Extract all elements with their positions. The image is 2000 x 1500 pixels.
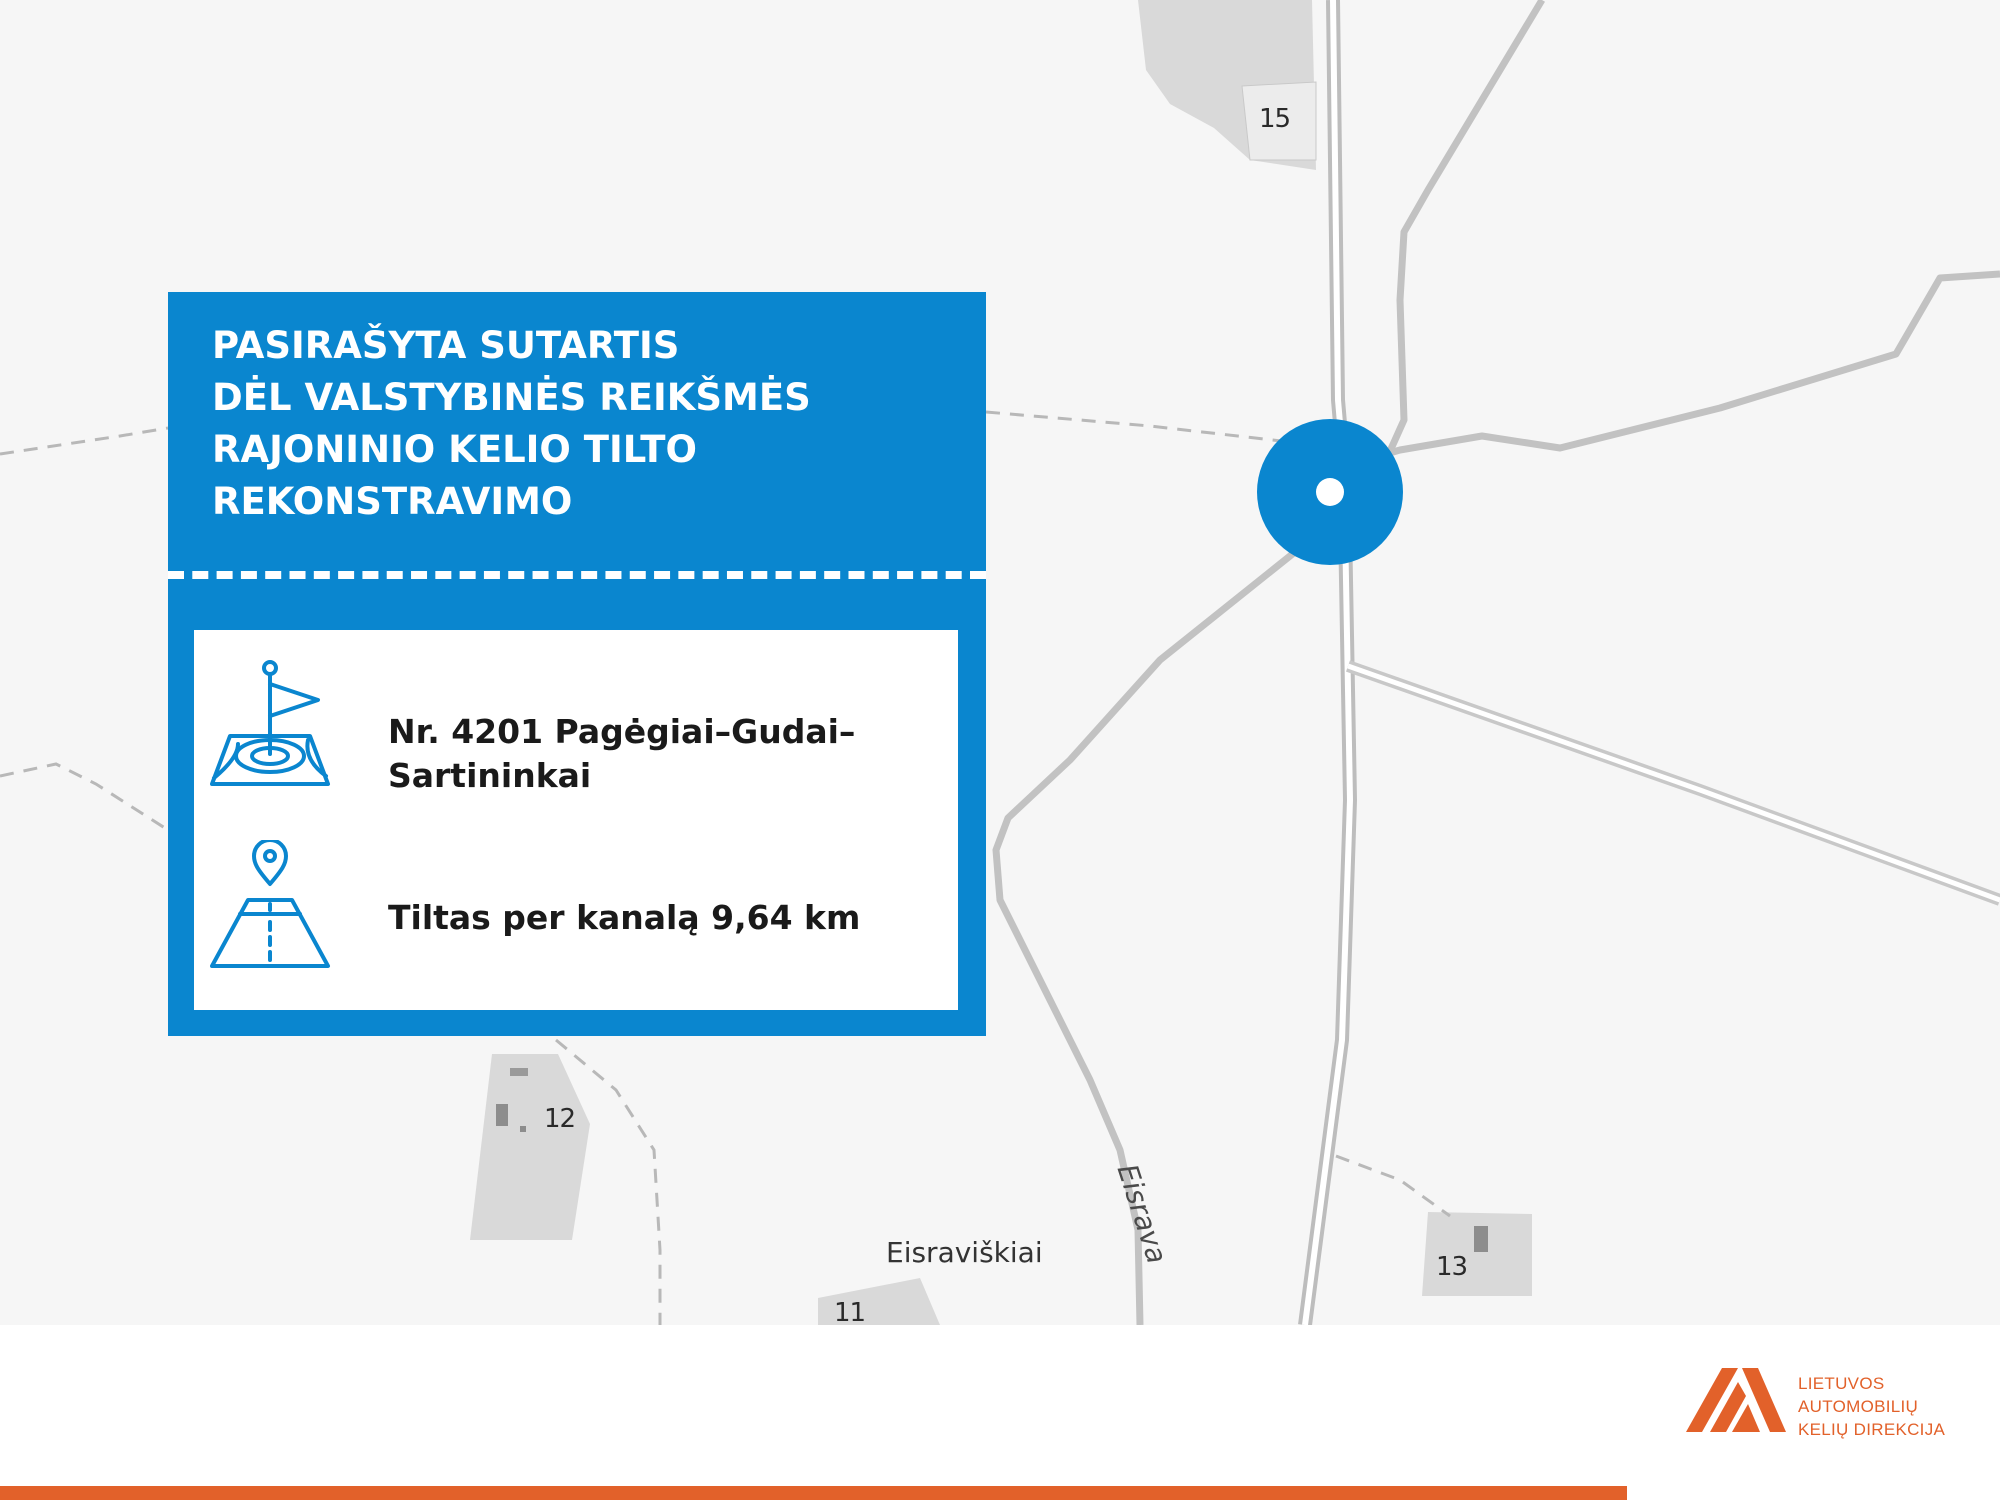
ladr-logo xyxy=(1686,1368,1946,1446)
ladr-logo-mark xyxy=(1686,1368,1786,1437)
river-label: Eisrava xyxy=(1110,1160,1174,1268)
road-name xyxy=(388,710,908,798)
logo-line: LIETUVOS xyxy=(1798,1374,1885,1393)
details-panel xyxy=(194,630,958,1010)
logo-line: KELIŲ DIREKCIJA xyxy=(1798,1420,1946,1439)
house-number-13: 13 xyxy=(1436,1252,1468,1282)
road-pin-icon xyxy=(208,840,332,975)
house-number-15: 15 xyxy=(1259,104,1291,134)
location-marker-icon xyxy=(1257,419,1403,565)
bridge-detail-row xyxy=(194,840,958,980)
dashed-divider xyxy=(168,571,986,579)
card-title-line: REKONSTRAVIMO xyxy=(212,480,573,523)
bottom-accent-bar xyxy=(0,1486,1627,1500)
card-title-line: PASIRAŠYTA SUTARTIS xyxy=(212,324,680,367)
parcel-12 xyxy=(470,1054,590,1240)
village-label: Eisraviškiai xyxy=(886,1236,1043,1269)
house-number-12: 12 xyxy=(544,1104,576,1134)
road-name-line: Sartininkai xyxy=(388,756,592,795)
map-flag-icon xyxy=(208,660,332,791)
logo-line: AUTOMOBILIŲ xyxy=(1798,1397,1919,1416)
logo-text xyxy=(1798,1372,1945,1441)
card-title-line: RAJONINIO KELIO TILTO xyxy=(212,428,697,471)
bridge-description: Tiltas per kanalą 9,64 km xyxy=(388,898,861,937)
info-card xyxy=(168,292,986,1036)
card-title-line: DĖL VALSTYBINĖS REIKŠMĖS xyxy=(212,376,811,419)
card-title xyxy=(212,320,952,528)
road-name-line: Nr. 4201 Pagėgiai–Gudai– xyxy=(388,712,856,751)
road-detail-row xyxy=(194,660,958,795)
house-number-11: 11 xyxy=(834,1298,866,1328)
